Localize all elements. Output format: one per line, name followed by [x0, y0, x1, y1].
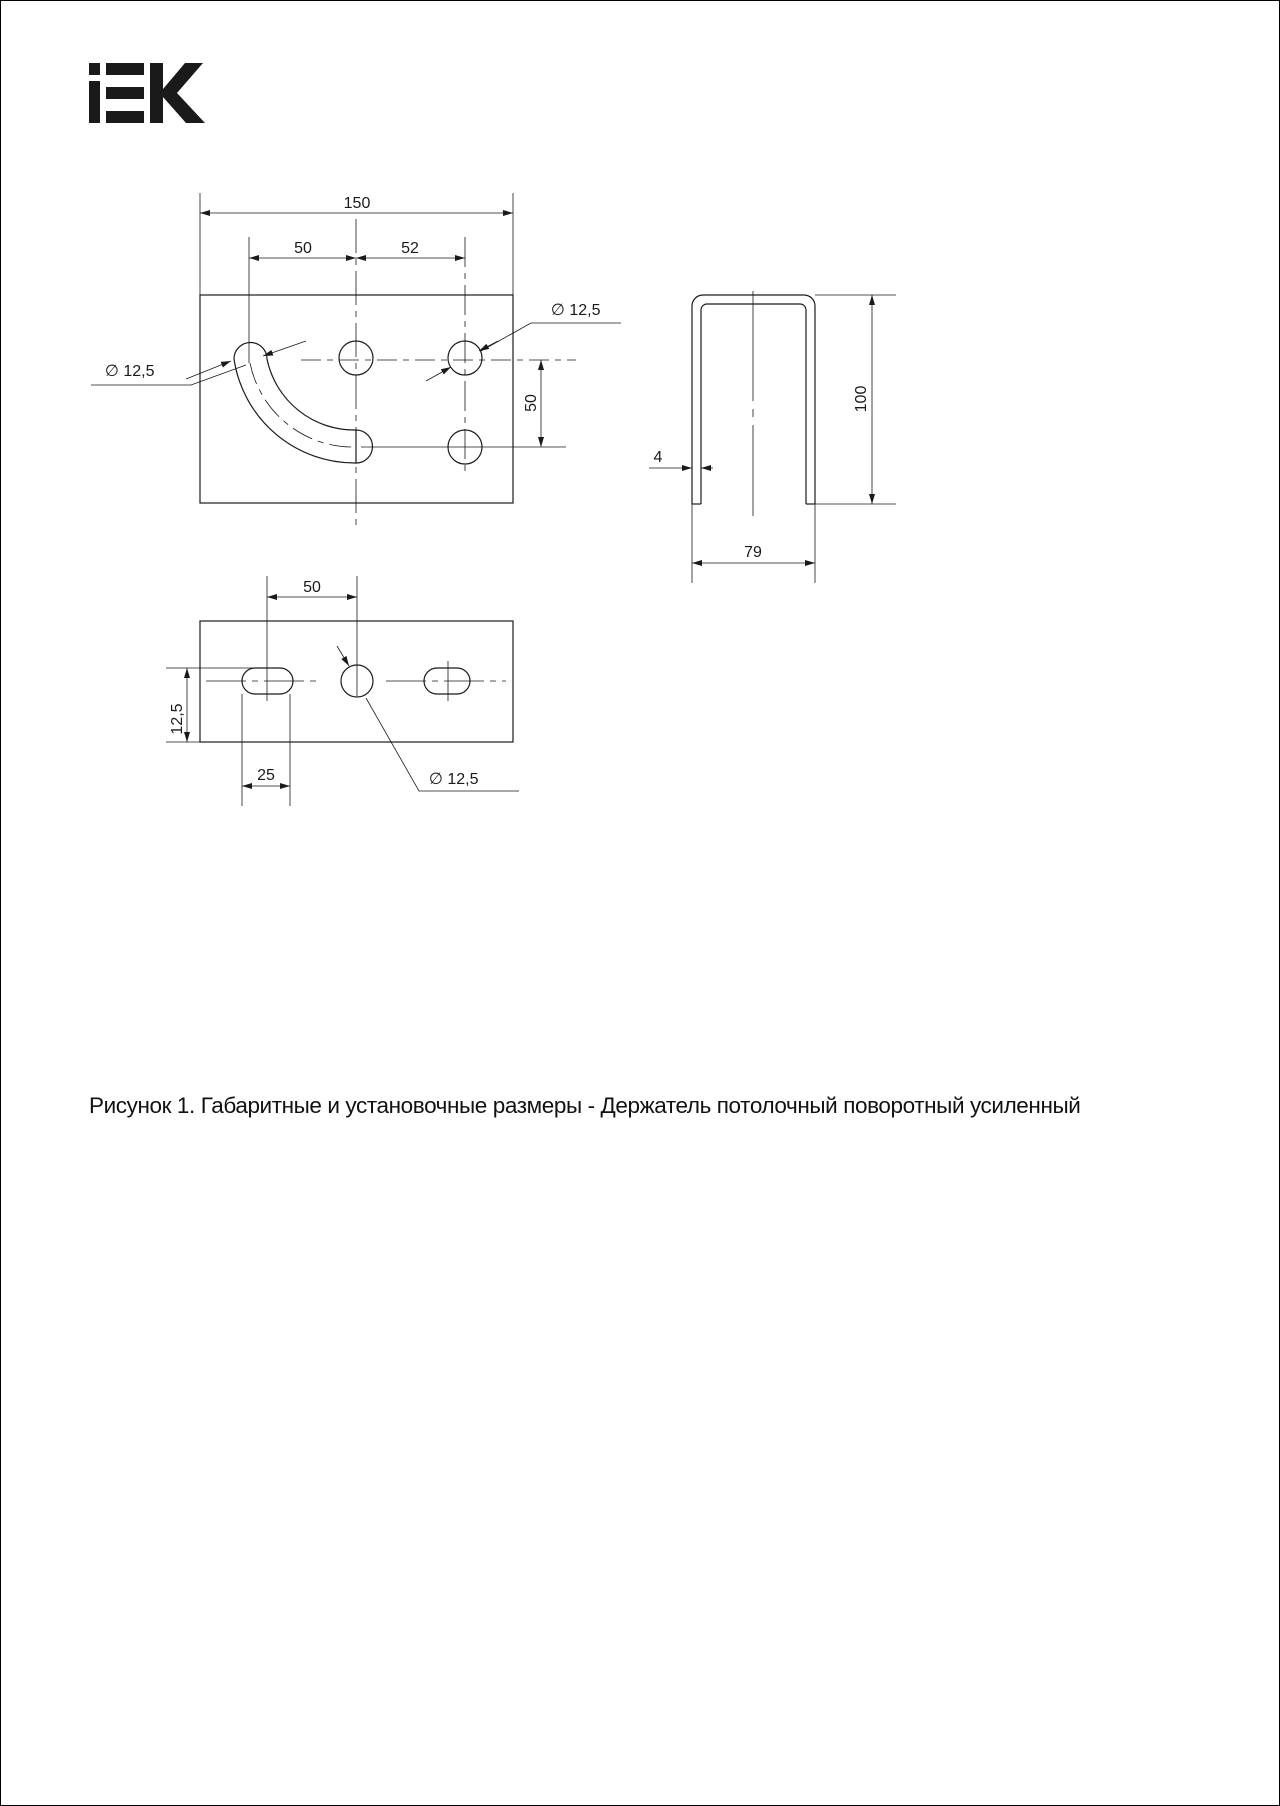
dim-bottom-hole: ∅ 12,5: [429, 771, 479, 788]
dim-top-spacing-left: 50: [294, 240, 312, 257]
dim-top-hole-left: ∅ 12,5: [105, 363, 155, 380]
dim-top-width: 150: [343, 195, 371, 212]
dim-bottom-slot-height: 12,5: [169, 703, 186, 735]
dim-side-thickness: 4: [653, 449, 663, 466]
dim-top-vertical-spacing: 50: [523, 394, 540, 412]
dim-bottom-slot-length: 25: [257, 767, 275, 784]
dim-bottom-slot-offset: 50: [303, 579, 321, 596]
dim-top-spacing-right: 52: [401, 240, 419, 257]
figure-caption: Рисунок 1. Габаритные и установочные размеры - Держатель потолочный поворотный усиленный: [89, 1093, 1081, 1118]
technical-drawing: [1, 1, 1280, 861]
top-view: [91, 193, 621, 531]
dim-side-height: 100: [853, 385, 870, 413]
side-view: [649, 291, 896, 583]
dim-side-width: 79: [744, 544, 762, 561]
dim-top-hole-right: ∅ 12,5: [551, 302, 601, 319]
